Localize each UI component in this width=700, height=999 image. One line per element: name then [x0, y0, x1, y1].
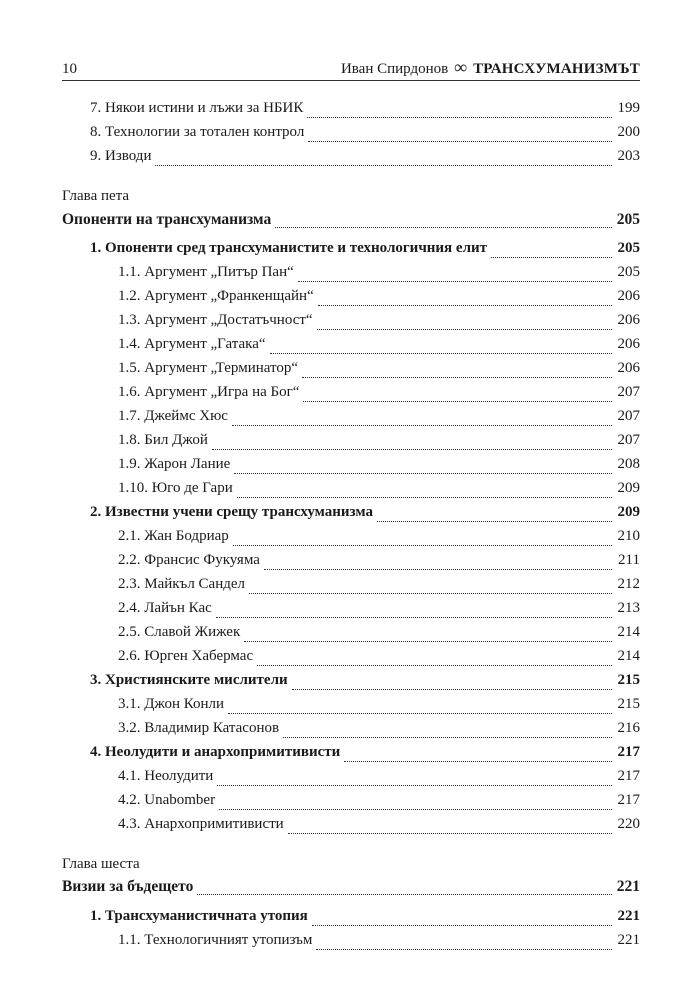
toc-entry-page: 206 [617, 360, 640, 376]
dot-leader [264, 569, 612, 570]
chapter-title: Визии за бъдещето [62, 878, 194, 895]
subsection-label: 4.1. Неолудити [118, 768, 214, 784]
toc-entry-page: 207 [617, 384, 640, 400]
subsection-entry[interactable] [118, 600, 640, 624]
chapter-title-entry[interactable] [62, 211, 640, 235]
subsection-entry[interactable] [118, 576, 640, 600]
subsection-label: 1.2. Аргумент „Франкенщайн“ [118, 288, 314, 304]
header-right [341, 58, 640, 78]
subsection-entry[interactable] [118, 384, 640, 408]
toc-entry-label: 7. Някои истини и лъжи за НБИК [90, 100, 304, 116]
subsection-label: 1.9. Жарон Лание [118, 456, 231, 472]
book-title: ТРАНСХУМАНИЗМЪТ [473, 61, 640, 77]
subsection-entry[interactable] [118, 288, 640, 312]
dot-leader [292, 689, 612, 690]
chapter-label: Глава шеста [62, 856, 140, 872]
toc-entry-page: 216 [617, 720, 640, 736]
section-label: 1. Трансхуманистичната утопия [90, 908, 308, 924]
dot-leader [216, 617, 612, 618]
toc-entry-page: 211 [618, 552, 640, 568]
dot-leader [233, 545, 612, 546]
section-label: 4. Неолудити и анархопримитивисти [90, 744, 341, 760]
toc-entry-page: 209 [617, 504, 640, 520]
chapter-title-entry[interactable] [62, 878, 640, 902]
subsection-label: 3.1. Джон Конли [118, 696, 225, 712]
toc-entry-page: 217 [617, 744, 640, 760]
subsection-label: 1.1. Аргумент „Питър Пан“ [118, 264, 294, 280]
toc-entry-page: 206 [617, 288, 640, 304]
toc-entry-page: 221 [617, 908, 640, 924]
subsection-entry[interactable] [118, 432, 640, 456]
toc-entry-page: 209 [617, 480, 640, 496]
subsection-label: 2.3. Майкъл Сандел [118, 576, 246, 592]
subsection-label: 2.1. Жан Бодриар [118, 528, 229, 544]
section-entry[interactable] [90, 240, 640, 264]
toc-entry-page: 199 [617, 100, 640, 116]
dot-leader [317, 329, 612, 330]
toc-entry-page: 200 [617, 124, 640, 140]
dot-leader [298, 281, 612, 282]
dot-leader [212, 449, 612, 450]
dot-leader [316, 949, 612, 950]
toc-entry-page: 214 [617, 624, 640, 640]
subsection-label: 2.2. Франсис Фукуяма [118, 552, 260, 568]
dot-leader [228, 713, 612, 714]
toc-entry-page: 205 [617, 240, 640, 256]
toc-entry-page: 205 [617, 264, 640, 280]
toc-entry-page: 206 [617, 312, 640, 328]
dot-leader [270, 353, 612, 354]
section-label: 2. Известни учени срещу трансхуманизма [90, 504, 373, 520]
dot-leader [377, 521, 612, 522]
subsection-label: 1.10. Юго де Гари [118, 480, 233, 496]
toc-entry-page: 220 [617, 816, 640, 832]
subsection-entry[interactable] [118, 264, 640, 288]
section-label: 3. Християнските мислители [90, 672, 288, 688]
subsection-entry[interactable] [118, 480, 640, 504]
dot-leader [237, 497, 612, 498]
page-number: 10 [62, 61, 77, 77]
dot-leader [232, 425, 612, 426]
subsection-entry[interactable] [118, 624, 640, 648]
section-entry[interactable] [90, 908, 640, 932]
subsection-entry[interactable] [118, 456, 640, 480]
section-entry[interactable] [90, 744, 640, 768]
subsection-label: 2.5. Славой Жижек [118, 624, 241, 640]
dot-leader [283, 737, 612, 738]
subsection-label: 1.6. Аргумент „Игра на Бог“ [118, 384, 300, 400]
subsection-entry[interactable] [118, 312, 640, 336]
dot-leader [302, 377, 612, 378]
toc-entry-page: 207 [617, 432, 640, 448]
subsection-label: 2.6. Юрген Хабермас [118, 648, 254, 664]
dot-leader [491, 257, 612, 258]
toc-entry-page: 215 [617, 672, 640, 688]
dot-leader [234, 473, 612, 474]
dot-leader [244, 641, 612, 642]
subsection-label: 2.4. Лайън Кас [118, 600, 212, 616]
subsection-label: 1.1. Технологичният утопизъм [118, 932, 313, 948]
subsection-label: 1.8. Бил Джой [118, 432, 208, 448]
dot-leader [249, 593, 612, 594]
toc-entry-page: 221 [617, 932, 640, 948]
toc-entry-label: 9. Изводи [90, 148, 152, 164]
dot-leader [275, 227, 612, 228]
toc-entry-page: 207 [617, 408, 640, 424]
dot-leader [303, 401, 612, 402]
toc-entry-page: 210 [617, 528, 640, 544]
subsection-entry[interactable] [118, 408, 640, 432]
chapter-label: Глава пета [62, 188, 130, 204]
dot-leader [308, 141, 612, 142]
subsection-label: 1.7. Джеймс Хюс [118, 408, 228, 424]
subsection-entry[interactable] [118, 336, 640, 360]
toc-entry-page: 212 [617, 576, 640, 592]
dot-leader [344, 761, 612, 762]
dot-leader [288, 833, 612, 834]
toc-entry[interactable] [90, 124, 640, 148]
subsection-label: 1.3. Аргумент „Достатъчност“ [118, 312, 313, 328]
toc-entry-page: 213 [617, 600, 640, 616]
toc-entry-label: 8. Технологии за тотален контрол [90, 124, 305, 140]
running-header [62, 58, 640, 80]
section-entry[interactable] [90, 504, 640, 528]
infinity-icon: ∞ [454, 57, 468, 77]
subsection-label: 3.2. Владимир Катасонов [118, 720, 280, 736]
dot-leader [307, 117, 612, 118]
dot-leader [217, 785, 612, 786]
dot-leader [197, 894, 612, 895]
toc-entry[interactable] [90, 148, 640, 172]
subsection-entry[interactable] [118, 552, 640, 576]
subsection-entry[interactable] [118, 932, 640, 956]
toc-entry-page: 208 [617, 456, 640, 472]
section-label: 1. Опоненти сред трансхуманистите и технологичния елит [90, 240, 488, 256]
toc-entry-page: 221 [616, 878, 640, 895]
chapter-title: Опоненти на трансхуманизма [62, 211, 272, 228]
toc-entry-page: 214 [617, 648, 640, 664]
subsection-entry[interactable] [118, 360, 640, 384]
subsection-label: 4.3. Анархопримитивисти [118, 816, 284, 832]
subsection-entry[interactable] [118, 816, 640, 840]
toc-entry-page: 217 [617, 768, 640, 784]
subsection-entry[interactable] [118, 720, 640, 744]
toc-entry[interactable] [90, 100, 640, 124]
subsection-label: 1.5. Аргумент „Терминатор“ [118, 360, 299, 376]
subsection-entry[interactable] [118, 696, 640, 720]
subsection-label: 1.4. Аргумент „Гатака“ [118, 336, 266, 352]
dot-leader [155, 165, 612, 166]
subsection-label: 4.2. Unabomber [118, 792, 216, 808]
dot-leader [219, 809, 612, 810]
subsection-entry[interactable] [118, 648, 640, 672]
subsection-entry[interactable] [118, 768, 640, 792]
subsection-entry[interactable] [118, 792, 640, 816]
header-divider [62, 80, 640, 81]
author-name: Иван Спирдонов [340, 61, 449, 77]
subsection-entry[interactable] [118, 528, 640, 552]
toc-entry-page: 215 [617, 696, 640, 712]
section-entry[interactable] [90, 672, 640, 696]
dot-leader [312, 925, 612, 926]
toc-entry-page: 206 [617, 336, 640, 352]
dot-leader [257, 665, 612, 666]
toc-entry-page: 203 [617, 148, 640, 164]
dot-leader [318, 305, 612, 306]
toc-entry-page: 205 [616, 211, 640, 228]
toc-entry-page: 217 [617, 792, 640, 808]
